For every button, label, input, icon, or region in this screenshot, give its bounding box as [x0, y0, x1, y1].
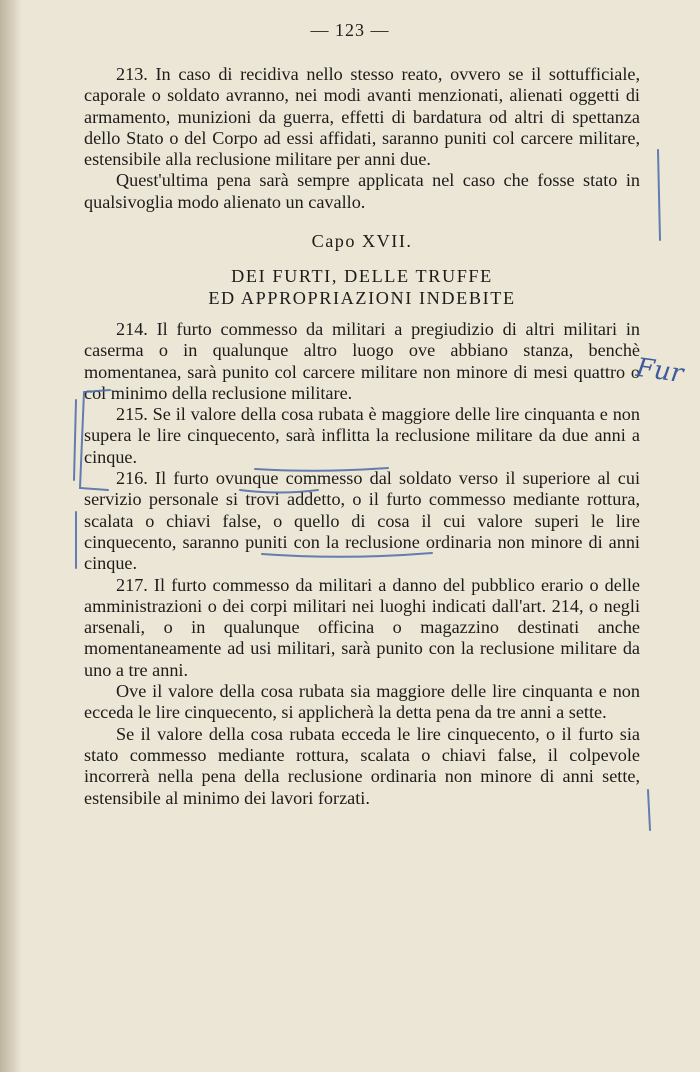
- page-number: — 123 —: [310, 20, 390, 40]
- article-215: 215. Se il valore della cosa rubata è maggiore delle lire cinquanta e non supera le lire cinquecento, sarà inflitta la reclusione militare da due anni a cinque.: [84, 404, 640, 467]
- article-217-paragraph-3: Se il valore della cosa rubata ecceda le lire cinquecento, o il furto sia stato commesso mediante rottura, scalata o chiavi false, il colpevole incorrerà nella pena della reclusione ordinaria non minore di anni sette, estensibile al minimo dei lavori forzati.: [84, 723, 640, 808]
- margin-line-right-top: [658, 150, 660, 240]
- article-217-paragraph-2: Ove il valore della cosa rubata sia maggiore delle lire cinquanta e non ecceda le lire cinquecento, si applicherà la detta pena da tre anni a sette.: [84, 681, 640, 723]
- handwritten-margin-note: Fur: [634, 352, 686, 390]
- article-213-continuation: Quest'ultima pena sarà sempre applicata nel caso che fosse stato in qualsivoglia modo alienato un cavallo.: [84, 170, 640, 212]
- article-217: 217. Il furto commesso da militari a danno del pubblico erario o delle amministrazioni o dei corpi militari nei luoghi indicati dall'art. 214, o negli arsenali, o in qualunque officina o magazzino destinati anche momentaneamente ad usi militari, sarà punito con la reclusione militare da uno a tre anni.: [84, 574, 640, 680]
- article-213: 213. In caso di recidiva nello stesso reato, ovvero se il sottufficiale, caporale o soldato avranno, nei modi avanti menzionati, alienati oggetti di armamento, munizioni da guerra, effetti di bardatura od altri di spettanza dello Stato o del Corpo ad essi affidati, saranno puniti col carcere militare, estensibile alla reclusione militare per anni due.: [84, 64, 640, 170]
- book-gutter-shadow: [0, 0, 22, 1072]
- margin-line-right-bottom: [648, 790, 650, 830]
- bracket-inner-214: [74, 400, 76, 480]
- chapter-label: Capo XVII.: [311, 231, 413, 252]
- chapter-title-line-2: ED APPROPRIAZIONI INDEBITE: [208, 287, 516, 308]
- article-216: 216. Il furto ovunque commesso dal soldato verso il superiore al cui servizio personale si trovi addetto, o il furto commesso mediante rottura, scalata o chiavi false, o quello di cosa il cui valore superi le lire cinquecento, saranno puniti con la reclusione ordinaria non minore di anni cinque.: [84, 468, 640, 574]
- chapter-title-line-1: DEI FURTI, DELLE TRUFFE: [231, 266, 493, 287]
- article-214: 214. Il furto commesso da militari a pregiudizio di altri militari in caserma o in qualunque altro luogo ove abbiano stanza, benchè momentanea, sarà punito col carcere militare non minore di mesi quattro o col minimo della reclusione militare.: [84, 318, 640, 403]
- page-body: [84, 64, 640, 809]
